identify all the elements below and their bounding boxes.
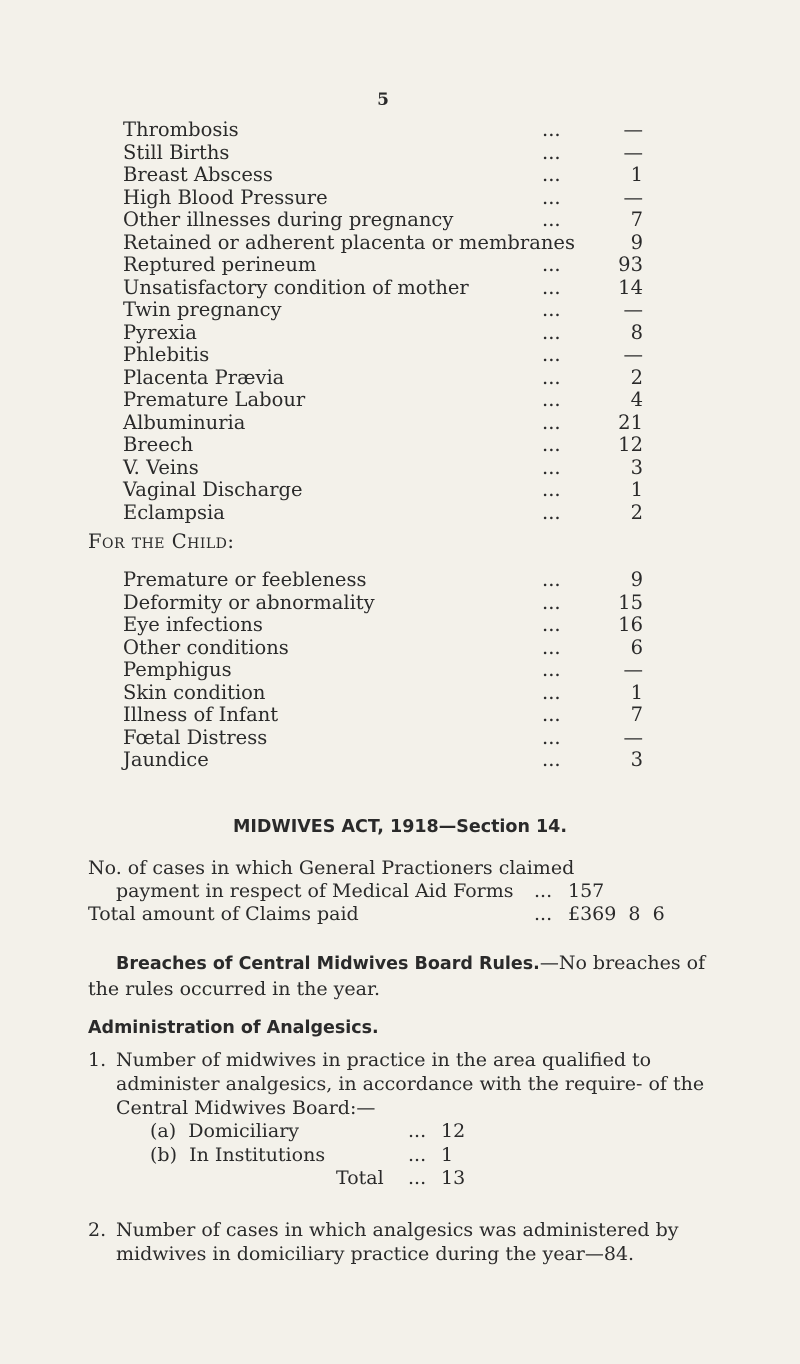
child-condition-label: Illness of Infant bbox=[123, 703, 279, 726]
mother-condition-dots: ... bbox=[542, 388, 561, 411]
child-condition-value: 9 bbox=[630, 568, 643, 591]
mother-condition-label: Retained or adherent placenta or membranes bbox=[123, 230, 575, 254]
child-condition-value: 3 bbox=[630, 748, 643, 771]
child-condition-row bbox=[123, 614, 643, 637]
mother-condition-dots: ... bbox=[542, 433, 561, 456]
analgesics-item-1 bbox=[88, 1048, 728, 1120]
mother-condition-dots: ... bbox=[542, 320, 561, 344]
claims-line-1 bbox=[88, 857, 728, 880]
mother-condition-row bbox=[123, 142, 643, 165]
mother-condition-value: 2 bbox=[630, 365, 643, 389]
child-condition-dots: ... bbox=[542, 613, 561, 636]
mother-condition-row bbox=[123, 209, 643, 232]
child-condition-row bbox=[123, 637, 643, 660]
sub-total-row bbox=[150, 1167, 570, 1191]
child-condition-value: — bbox=[623, 658, 643, 681]
claims-line-2-value: 157 bbox=[568, 880, 605, 902]
mother-condition-value: 1 bbox=[630, 163, 643, 186]
mother-condition-label: V. Veins bbox=[123, 455, 199, 479]
child-condition-row bbox=[123, 592, 643, 615]
mother-condition-value: 12 bbox=[618, 433, 643, 456]
mother-condition-dots: ... bbox=[542, 275, 561, 299]
mother-condition-label: Still Births bbox=[123, 140, 230, 164]
child-condition-label: Pemphigus bbox=[123, 658, 232, 681]
breaches-paragraph bbox=[88, 951, 728, 1002]
claims-block bbox=[88, 857, 728, 926]
mother-condition-value: — bbox=[623, 185, 643, 209]
mother-condition-dots: ... bbox=[542, 185, 561, 209]
mother-condition-dots: ... bbox=[542, 365, 561, 389]
mother-condition-row bbox=[123, 344, 643, 367]
mother-condition-label: Thrombosis bbox=[123, 118, 239, 141]
mother-condition-value: 8 bbox=[630, 320, 643, 344]
mother-condition-label: Eclampsia bbox=[123, 500, 225, 524]
child-condition-dots: ... bbox=[542, 590, 561, 614]
child-condition-dots: ... bbox=[542, 680, 561, 704]
sub-item-a-dots: ... bbox=[408, 1120, 427, 1142]
sub-item-b bbox=[150, 1144, 570, 1168]
mother-condition-dots: ... bbox=[542, 478, 561, 501]
claims-line-2 bbox=[88, 880, 728, 903]
mother-condition-label: Phlebitis bbox=[123, 343, 210, 366]
sub-item-a-label: (a) Domiciliary bbox=[150, 1120, 300, 1142]
child-heading-word: Child bbox=[171, 530, 228, 553]
claims-line-3-dots: ... bbox=[534, 903, 553, 925]
mother-condition-value: 21 bbox=[618, 410, 643, 434]
mother-condition-row bbox=[123, 479, 643, 502]
child-condition-label: Eye infections bbox=[123, 613, 263, 636]
mother-condition-dots: ... bbox=[542, 140, 561, 164]
total-dots: ... bbox=[408, 1167, 427, 1189]
mother-condition-dots: ... bbox=[542, 298, 561, 321]
mother-condition-row bbox=[123, 254, 643, 277]
child-condition-value: 15 bbox=[618, 590, 643, 614]
mother-condition-value: — bbox=[623, 140, 643, 164]
mother-condition-label: Reptured perineum bbox=[123, 253, 317, 276]
child-condition-label: Premature or feebleness bbox=[123, 568, 367, 591]
mother-condition-label: Other illnesses during pregnancy bbox=[123, 208, 454, 231]
child-condition-row bbox=[123, 704, 643, 727]
child-condition-value: 1 bbox=[630, 680, 643, 704]
child-condition-row bbox=[123, 749, 643, 772]
mother-conditions-list bbox=[123, 119, 643, 524]
mother-condition-dots: ... bbox=[542, 253, 561, 276]
mother-condition-dots: ... bbox=[542, 455, 561, 479]
mother-condition-label: Breast Abscess bbox=[123, 163, 273, 186]
child-section-heading bbox=[88, 530, 234, 553]
total-value: 13 bbox=[441, 1167, 466, 1189]
sub-item-a bbox=[150, 1120, 570, 1144]
mother-condition-value: 93 bbox=[618, 253, 643, 276]
breaches-heading: Breaches of Central Midwives Board Rules. bbox=[116, 954, 540, 974]
item-2-number: 2. bbox=[88, 1219, 107, 1241]
mother-condition-row bbox=[123, 232, 643, 255]
mother-condition-label: Twin pregnancy bbox=[123, 298, 282, 321]
mother-condition-row bbox=[123, 457, 643, 480]
mother-condition-dots: ... bbox=[542, 410, 561, 434]
child-condition-label: Fœtal Distress bbox=[123, 725, 268, 749]
mother-condition-row bbox=[123, 502, 643, 525]
mother-condition-row bbox=[123, 389, 643, 412]
item-1-text: Number of midwives in practice in the area qualified to administer analgesics, in accordance with the require- of the Central Midwives Board:— bbox=[116, 1049, 705, 1119]
midwives-act-title: MIDWIVES ACT, 1918—Section 14. bbox=[232, 817, 568, 837]
mother-condition-value: 7 bbox=[630, 208, 643, 231]
mother-condition-value: — bbox=[623, 298, 643, 321]
analgesics-heading: Administration of Analgesics. bbox=[88, 1018, 379, 1038]
child-condition-dots: ... bbox=[542, 635, 561, 659]
mother-condition-row bbox=[123, 277, 643, 300]
mother-condition-dots: ... bbox=[542, 163, 561, 186]
mother-condition-value: 2 bbox=[630, 500, 643, 524]
item-1-number: 1. bbox=[88, 1049, 107, 1071]
mother-condition-value: 4 bbox=[630, 388, 643, 411]
mother-condition-label: High Blood Pressure bbox=[123, 185, 328, 209]
child-condition-label: Jaundice bbox=[123, 748, 209, 771]
sub-item-b-value: 1 bbox=[441, 1143, 454, 1166]
sub-item-a-value: 12 bbox=[441, 1120, 466, 1142]
analgesics-item-2 bbox=[88, 1218, 728, 1266]
child-condition-label: Other conditions bbox=[123, 635, 289, 659]
mother-condition-row bbox=[123, 299, 643, 322]
mother-condition-value: — bbox=[623, 118, 643, 141]
child-condition-value: — bbox=[623, 725, 643, 749]
claims-line-1-text: No. of cases in which General Practioners claimed bbox=[88, 857, 575, 879]
mother-condition-label: Unsatisfactory condition of mother bbox=[123, 275, 469, 299]
child-condition-row bbox=[123, 682, 643, 705]
page-number: 5 bbox=[377, 90, 389, 110]
total-label: Total bbox=[336, 1167, 384, 1189]
mother-condition-dots: ... bbox=[542, 118, 561, 141]
breaches-text: —No breaches of the rules occurred in the year. bbox=[88, 952, 706, 1000]
claims-line-3-value: £369 8 6 bbox=[568, 903, 665, 925]
mother-condition-label: Pyrexia bbox=[123, 320, 197, 344]
mother-condition-row bbox=[123, 119, 643, 142]
mother-condition-label: Breech bbox=[123, 433, 194, 456]
child-condition-dots: ... bbox=[542, 725, 561, 749]
mother-condition-value: 3 bbox=[630, 455, 643, 479]
analgesics-sub-items bbox=[150, 1120, 570, 1191]
mother-condition-row bbox=[123, 434, 643, 457]
item-2-text: Number of cases in which analgesics was administered by midwives in domiciliary practice during the year—84. bbox=[116, 1219, 679, 1265]
mother-condition-dots: ... bbox=[542, 500, 561, 524]
child-condition-label: Skin condition bbox=[123, 680, 266, 704]
sub-item-b-label: (b) In Institutions bbox=[150, 1143, 326, 1166]
mother-condition-value: 1 bbox=[630, 478, 643, 501]
mother-condition-label: Albuminuria bbox=[123, 410, 246, 434]
mother-condition-dots: ... bbox=[542, 208, 561, 231]
mother-condition-row bbox=[123, 164, 643, 187]
mother-condition-row bbox=[123, 367, 643, 390]
mother-condition-value: 9 bbox=[630, 230, 643, 254]
mother-condition-row bbox=[123, 322, 643, 345]
claims-line-2-dots: ... bbox=[534, 880, 553, 902]
child-condition-value: 7 bbox=[630, 703, 643, 726]
child-condition-label: Deformity or abnormality bbox=[123, 590, 375, 614]
child-condition-dots: ... bbox=[542, 748, 561, 771]
mother-condition-row bbox=[123, 412, 643, 435]
child-condition-value: 16 bbox=[618, 613, 643, 636]
mother-condition-label: Placenta Prævia bbox=[123, 365, 285, 389]
child-conditions-list bbox=[123, 569, 643, 772]
child-heading-colon: : bbox=[227, 530, 235, 553]
child-condition-dots: ... bbox=[542, 658, 561, 681]
claims-line-2-text: payment in respect of Medical Aid Forms bbox=[116, 880, 514, 902]
child-condition-dots: ... bbox=[542, 568, 561, 591]
mother-condition-row bbox=[123, 187, 643, 210]
sub-item-b-dots: ... bbox=[408, 1143, 427, 1166]
mother-condition-label: Vaginal Discharge bbox=[123, 478, 303, 501]
mother-condition-value: 14 bbox=[618, 275, 643, 299]
child-condition-row bbox=[123, 569, 643, 592]
mother-condition-label: Premature Labour bbox=[123, 388, 306, 411]
mother-condition-dots: ... bbox=[542, 343, 561, 366]
child-condition-row bbox=[123, 659, 643, 682]
child-condition-dots: ... bbox=[542, 703, 561, 726]
child-condition-row bbox=[123, 727, 643, 750]
mother-condition-value: — bbox=[623, 343, 643, 366]
child-condition-value: 6 bbox=[630, 635, 643, 659]
claims-line-3 bbox=[88, 903, 728, 926]
child-heading-prefix: For the bbox=[88, 530, 166, 553]
claims-line-3-text: Total amount of Claims paid bbox=[88, 903, 359, 925]
